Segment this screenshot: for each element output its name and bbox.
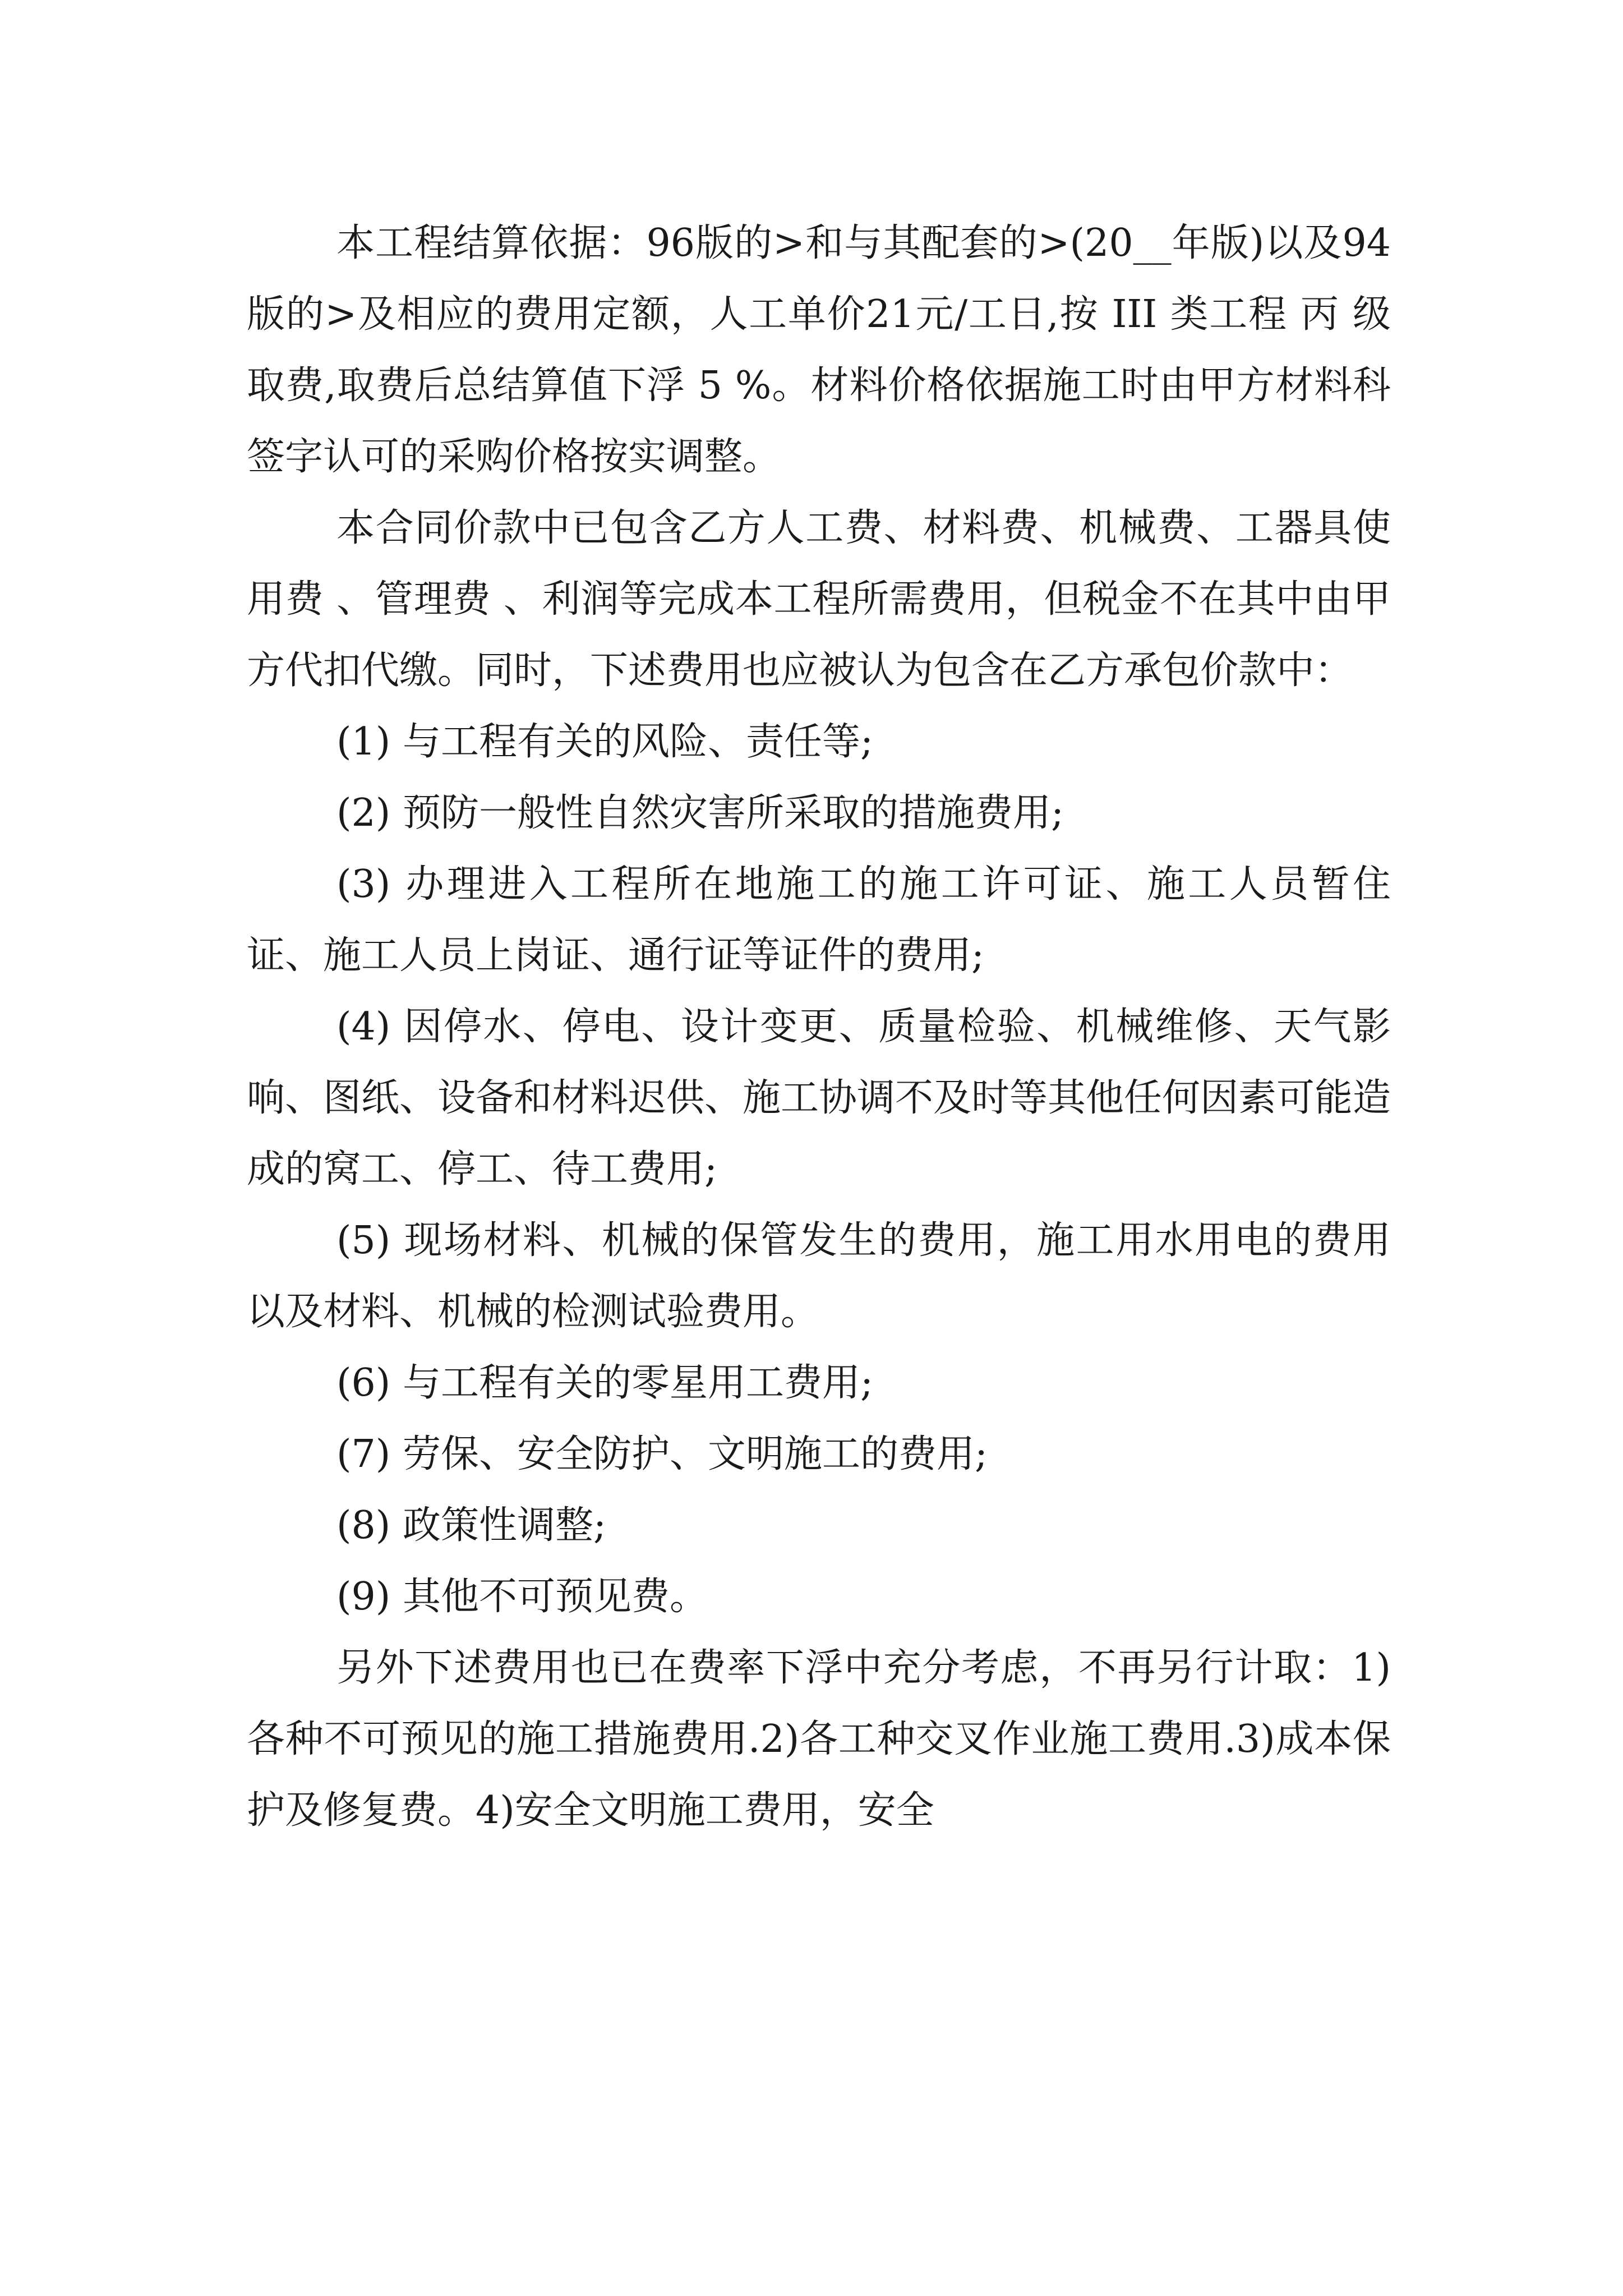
list-item-2: (2) 预防一般性自然灾害所采取的措施费用; bbox=[336, 791, 1064, 835]
paragraph-contract-price: 本合同价款中已包含乙方人工费、材料费、机械费、工器具使用费 、管理费 、利润等完成本工程所需费用，但税金不在其中由甲方代扣代缴。同时，下述费用也应被认为包含在乙方承包价款中： bbox=[247, 506, 1391, 693]
list-item-3: (3) 办理进入工程所在地施工的施工许可证、施工人员暂住证、施工人员上岗证、通行证等证件的费用; bbox=[247, 862, 1391, 978]
list-item-8: (8) 政策性调整; bbox=[336, 1503, 606, 1548]
list-item-7: (7) 劳保、安全防护、文明施工的费用; bbox=[336, 1432, 988, 1476]
paragraph-additional-costs: 另外下述费用也已在费率下浮中充分考虑，不再另行计取：1)各种不可预见的施工措施费用.2)各工种交叉作业施工费用.3)成本保护及修复费。4)安全文明施工费用，安全 bbox=[247, 1646, 1391, 1833]
list-item-1: (1) 与工程有关的风险、责任等; bbox=[336, 720, 873, 764]
list-item-9: (9) 其他不可预见费。 bbox=[336, 1575, 708, 1619]
list-item-6: (6) 与工程有关的零星用工费用; bbox=[336, 1361, 873, 1405]
paragraph-settlement-basis: 本工程结算依据：96版的>和与其配套的>(20__年版)以及94版的>及相应的费用定额，人工单价21元/工日,按 III 类工程 丙 级取费,取费后总结算值下浮 5 %。材料价格依据施工时由甲方材料科签字认可的采购价格按实调整。 bbox=[247, 221, 1391, 479]
document-body bbox=[247, 208, 1391, 1846]
list-item-4: (4) 因停水、停电、设计变更、质量检验、机械维修、天气影响、图纸、设备和材料迟供、施工协调不及时等其他任何因素可能造成的窝工、停工、待工费用; bbox=[247, 1005, 1391, 1191]
list-item-5: (5) 现场材料、机械的保管发生的费用，施工用水用电的费用以及材料、机械的检测试验费用。 bbox=[247, 1218, 1391, 1334]
